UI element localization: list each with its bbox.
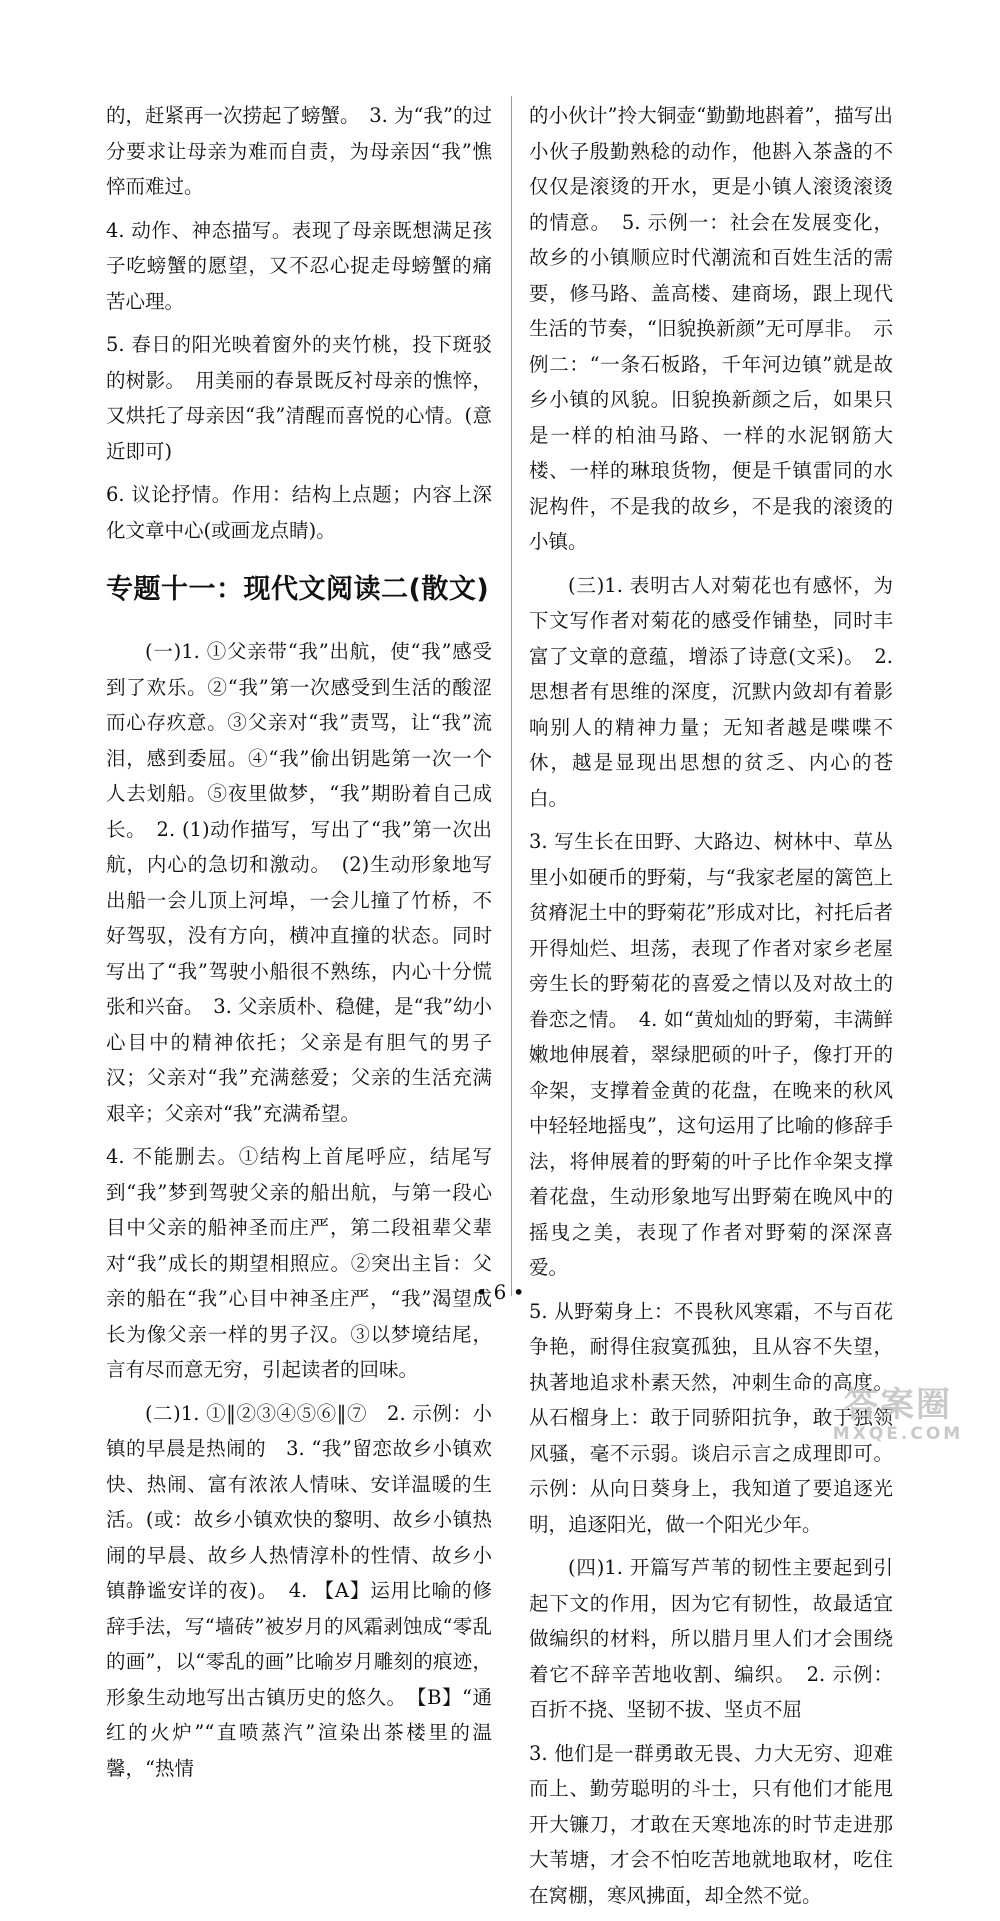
answer-paragraph: 4. 不能删去。①结构上首尾呼应，结尾写到“我”梦到驾驶父亲的船出航，与第一段心目中父亲的船神圣而庄严，第二段祖辈父辈对“我”成长的期望相照应。②突出主旨：父亲的船在“我”心目中神圣庄严，“我”渴望成长为像父亲一样的男子汉。③以梦境结尾，言有尽而意无穷，引起读者的回味。 [106,1145,492,1381]
answer-paragraph: 5. 春日的阳光映着窗外的夹竹桃，投下斑驳的树影。 用美丽的春景既反衬母亲的憔悴，又烘托了母亲因“我”清醒而喜悦的心情。(意近即可) [106,333,492,463]
answer-paragraph: 的小伙计”拎大铜壶“勤勤地斟着”，描写出小伙子殷勤熟稔的动作，他斟入茶盏的不仅仅是滚烫的开水，更是小镇人滚烫滚烫的情意。 5. 示例一：社会在发展变化，故乡的小镇顺应时代潮流和百姓生活的需要，修马路、盖高楼、建商场，跟上现代生活的节奏，“旧貌换新颜”无可厚非。 示例二：“一条石板路，千年河边镇”就是故乡小镇的风貌。旧貌换新颜之后，如果只是一样的柏油马路、一样的水泥钢筋大楼、一样的琳琅货物，便是千镇雷同的水泥构件，不是我的故乡，不是我的滚烫的小镇。 [529,104,893,553]
answer-paragraph: 的，赶紧再一次捞起了螃蟹。 3. 为“我”的过分要求让母亲为难而自责，为母亲因“我”憔悴而难过。 [106,104,492,198]
answer-paragraph: (一)1. ①父亲带“我”出航，使“我”感受到了欢乐。②“我”第一次感受到生活的酸涩而心存疚意。③父亲对“我”责骂，让“我”流泪，感到委屈。④“我”偷出钥匙第一次一个人去划船。⑤夜里做梦，“我”期盼着自己成长。 2. (1)动作描写，写出了“我”第一次出航，内心的急切和激动。 (2)生动形象地写出船一会儿顶上河埠，一会儿撞了竹桥，不好驾驭，没有方向，横冲直撞的状态。同时写出了“我”驾驶小船很不熟练，内心十分慌张和兴奋。 3. 父亲质朴、稳健，是“我”幼小心目中的精神依托；父亲是有胆气的男子汉；父亲对“我”充满慈爱；父亲的生活充满艰辛；父亲对“我”充满希望。 [106,640,492,1125]
answer-paragraph: (二)1. ①‖②③④⑤⑥‖⑦ 2. 示例：小镇的早晨是热闹的 3. “我”留恋故乡小镇欢快、热闹、富有浓浓人情味、安详温暖的生活。(或：故乡小镇欢快的黎明、故乡小镇热闹的早晨、故乡人热情淳朴的性情、故乡小镇静谧安详的夜)。 4. 【A】运用比喻的修辞手法，写“墙砖”被岁月的风霜剥蚀成“零乱的画”，以“零乱的画”比喻岁月雕刻的痕迹，形象生动地写出古镇历史的悠久。 【B】“通红的火炉”“直喷蒸汽”渲染出茶楼里的温馨，“热情 [106,1401,492,1780]
watermark-logo [808,1386,988,1444]
answer-paragraph: 5. 从野菊身上：不畏秋风寒霜，不与百花争艳，耐得住寂寞孤独，且从容不失望，执著地追求朴素天然，冲刺生命的高度。从石榴身上：敢于同骄阳抗争，敢于独领风骚，毫不示弱。谈启示言之成理即可。示例：从向日葵身上，我知道了要追逐光明，追逐阳光，做一个阳光少年。 [529,1299,893,1536]
answer-paragraph: (三)1. 表明古人对菊花也有感怀，为下文写作者对菊花的感受作铺垫，同时丰富了文章的意蕴，增添了诗意(文采)。 2. 思想者有思维的深度，沉默内敛却有着影响别人的精神力量；无知者越是喋喋不休，越是显现出思想的贫乏、内心的苍白。 [529,573,893,810]
column-divider [511,96,512,1296]
answer-paragraph: (四)1. 开篇写芦苇的韧性主要起到引起下文的作用，因为它有韧性，故最适宜做编织的材料，所以腊月里人们才会围绕着它不辞辛苦地收割、编织。 2. 示例：百折不挠、坚韧不拔、坚贞不屈 [529,1556,893,1721]
watermark-url: MXQE.COM [832,1424,964,1444]
page-number: • 6 • [475,1280,525,1304]
answer-paragraph: 3. 他们是一群勇敢无畏、力大无穷、迎难而上、勤劳聪明的斗士，只有他们才能甩开大镰刀，才敢在天寒地冻的时节走进那大苇塘，才会不怕吃苦地就地取材，吃住在窝棚，寒风拂面，却全然不觉。 [529,1741,893,1907]
right-column [529,98,893,1921]
section-title: 专题十一：现代文阅读二(散文) [106,574,490,605]
watermark-text: 答案圈 [844,1385,952,1425]
answer-paragraph: 6. 议论抒情。作用：结构上点题；内容上深化文章中心(或画龙点睛)。 [106,483,492,542]
answer-paragraph: 3. 写生长在田野、大路边、树林中、草丛里小如硬币的野菊，与“我家老屋的篱笆上贫瘠泥土中的野菊花”形成对比，衬托后者开得灿烂、坦荡，表现了作者对家乡老屋旁生长的野菊花的喜爱之情以及对故土的眷恋之情。 4. 如“黄灿灿的野菊，丰满鲜嫩地伸展着，翠绿肥硕的叶子，像打开的伞架，支撑着金黄的花盘，在晚来的秋风中轻轻地摇曳”，这句运用了比喻的修辞手法，将伸展着的野菊的叶子比作伞架支撑着花盘，生动形象地写出野菊在晚风中的摇曳之美，表现了作者对野菊的深深喜爱。 [529,830,893,1279]
left-column [106,98,492,1794]
answer-paragraph: 4. 动作、神态描写。表现了母亲既想满足孩子吃螃蟹的愿望，又不忍心捉走母螃蟹的痛苦心理。 [106,218,492,313]
